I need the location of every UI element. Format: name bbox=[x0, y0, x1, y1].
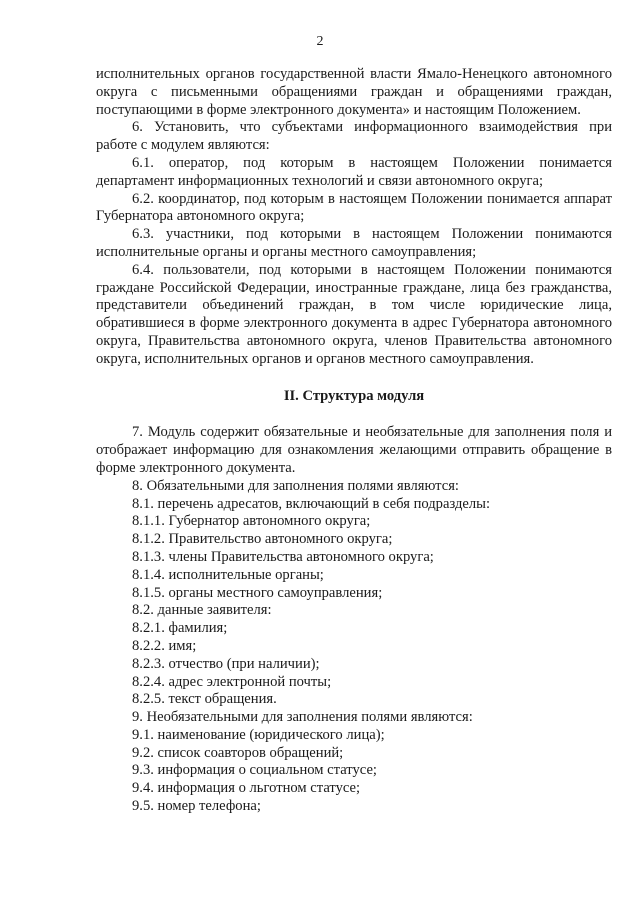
clause-6-1: 6.1. оператор, под которым в настоящем Положении понимается департамент информационных технологий и связи автономного округа; bbox=[96, 154, 612, 189]
list-item: 8.1.1. Губернатор автономного округа; bbox=[132, 513, 371, 530]
clause-6-4: 6.4. пользователи, под которыми в настоящем Положении понимаются граждане Российской Федерации, иностранные граждане, лица без гражданства, представители объединений граждан, в том числе юридические лица, обратившиеся в форме электронного документа в адрес Губернатора автономного округа, Правительства автономного округа, членов Правительства автономного округа, исполнительных органов и органов местного самоуправления. bbox=[96, 261, 612, 367]
list-item: 8.2. данные заявителя: bbox=[132, 602, 272, 619]
list-item: 8.1.3. члены Правительства автономного округа; bbox=[132, 548, 434, 565]
list-item: 9.1. наименование (юридического лица); bbox=[132, 726, 385, 743]
document-body bbox=[96, 66, 612, 816]
clause-6-2: 6.2. координатор, под которым в настоящем Положении понимается аппарат Губернатора автономного округа; bbox=[96, 190, 612, 225]
list-item: 9.4. информация о льготном статусе; bbox=[132, 780, 361, 797]
clause-6: 6. Установить, что субъектами информационного взаимодействия при работе с модулем являются: bbox=[96, 119, 612, 154]
list-item: 9.5. номер телефона; bbox=[132, 798, 261, 815]
clause-list bbox=[96, 478, 612, 816]
list-item: 8.2.1. фамилия; bbox=[132, 620, 228, 637]
list-item: 8.1. перечень адресатов, включающий в себя подразделы: bbox=[132, 495, 490, 512]
list-item: 8.2.2. имя; bbox=[132, 637, 197, 654]
list-item: 8.2.5. текст обращения. bbox=[132, 691, 277, 708]
list-item: 8.2.3. отчество (при наличии); bbox=[132, 655, 320, 672]
list-item: 9. Необязательными для заполнения полями являются: bbox=[132, 709, 473, 726]
list-item: 8.1.4. исполнительные органы; bbox=[132, 566, 324, 583]
list-item: 9.3. информация о социальном статусе; bbox=[132, 762, 377, 779]
list-item: 8.1.5. органы местного самоуправления; bbox=[132, 584, 383, 601]
clause-6-3: 6.3. участники, под которыми в настоящем Положении понимаются исполнительные органы и органы местного самоуправления; bbox=[96, 226, 612, 260]
list-item: 9.2. список соавторов обращений; bbox=[132, 744, 344, 761]
continuation-paragraph: исполнительных органов государственной власти Ямало-Ненецкого автономного округа с письменными обращениями граждан и обращениями граждан, поступающими в форме электронного документа» и настоящим Положением. bbox=[96, 66, 612, 118]
page-number: 2 bbox=[316, 34, 324, 49]
list-item: 8.2.4. адрес электронной почты; bbox=[132, 673, 332, 690]
list-item: 8. Обязательными для заполнения полями являются: bbox=[132, 477, 459, 494]
clause-7: 7. Модуль содержит обязательные и необязательные для заполнения поля и отображает информацию для ознакомления желающими отправить обращение в форме электронного документа. bbox=[96, 424, 612, 476]
list-item: 8.1.2. Правительство автономного округа; bbox=[132, 531, 393, 548]
section-heading: II. Структура модуля bbox=[283, 387, 425, 404]
